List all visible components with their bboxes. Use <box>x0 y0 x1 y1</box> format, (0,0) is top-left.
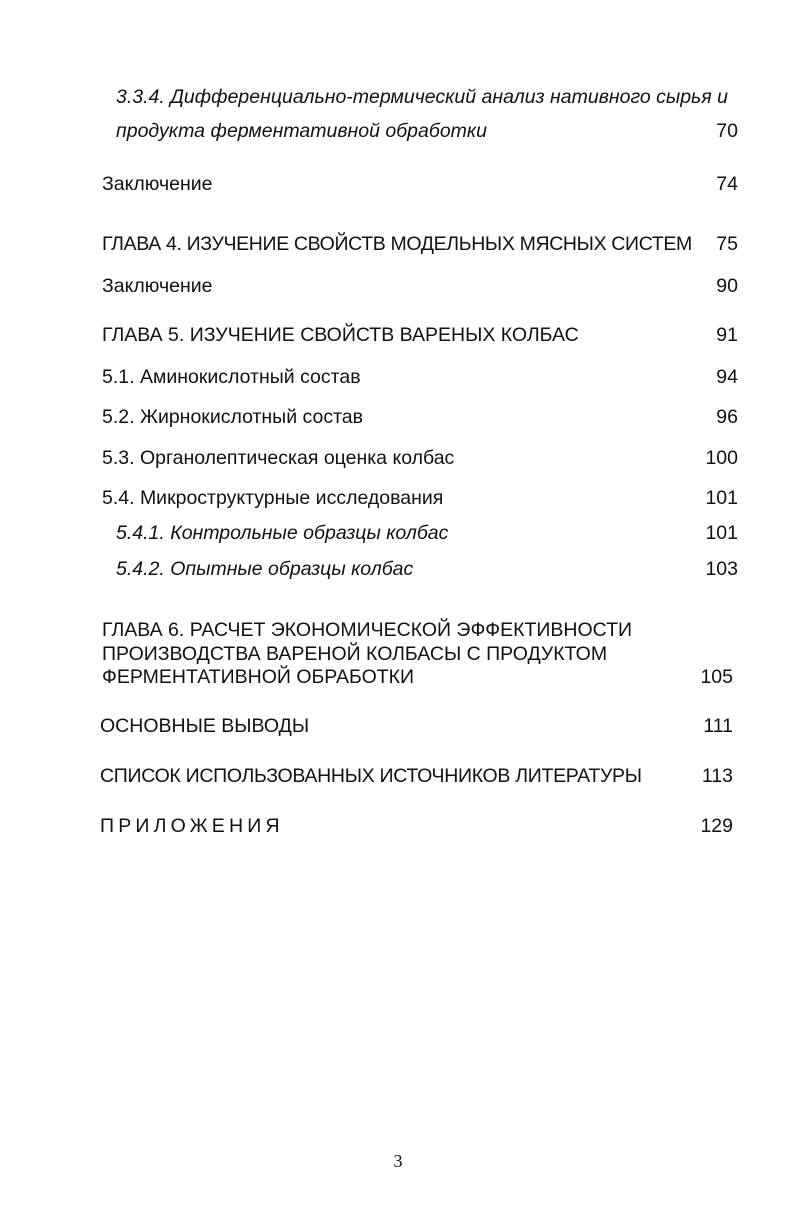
toc-entry-page: 101 <box>705 487 738 509</box>
toc-entry-title: СПИСОК ИСПОЛЬЗОВАННЫХ ИСТОЧНИКОВ ЛИТЕРАТУРЫ <box>100 765 642 787</box>
toc-entry-page: 103 <box>705 558 738 580</box>
toc-entry-page: 111 <box>703 715 733 737</box>
toc-entry-page: 96 <box>716 406 738 428</box>
page-number: 3 <box>393 1151 403 1171</box>
toc-entry-title: ГЛАВА 6. РАСЧЕТ ЭКОНОМИЧЕСКОЙ ЭФФЕКТИВНОСТИ <box>102 619 633 641</box>
toc-entry-title: Заключение <box>102 275 213 297</box>
toc-entry-page: 74 <box>716 173 738 195</box>
toc-entry-page: 70 <box>716 120 738 142</box>
toc-entry-title: ФЕРМЕНТАТИВНОЙ ОБРАБОТКИ <box>102 666 415 688</box>
toc-entry-page: 105 <box>700 666 733 688</box>
toc-entry-page: 94 <box>716 366 738 388</box>
toc-entry-page: 113 <box>701 765 733 787</box>
toc-entry-title: 5.3. Органолептическая оценка колбас <box>102 447 455 469</box>
toc-entry-title: 5.4.2. Опытные образцы колбас <box>116 558 414 580</box>
toc-entry-title: ПРОИЗВОДСТВА ВАРЕНОЙ КОЛБАСЫ С ПРОДУКТОМ <box>102 643 608 665</box>
toc-entry-page: 91 <box>716 324 738 346</box>
toc-entry-title: ГЛАВА 5. ИЗУЧЕНИЕ СВОЙСТВ ВАРЕНЫХ КОЛБАС <box>102 324 579 346</box>
toc-entry-page: 90 <box>716 275 738 297</box>
toc-entry-title: 3.3.4. Дифференциально-термический анализ нативного сырья и <box>116 86 728 108</box>
toc-entry-title: ПРИЛОЖЕНИЯ <box>100 815 284 837</box>
toc-entry-title: ГЛАВА 4. ИЗУЧЕНИЕ СВОЙСТВ МОДЕЛЬНЫХ МЯСНЫХ СИСТЕМ <box>102 233 692 255</box>
toc-entry-page: 75 <box>716 233 738 255</box>
toc-entry-title: Заключение <box>102 173 213 195</box>
toc-entry-page: 101 <box>705 522 738 544</box>
toc-entry-title: 5.4. Микроструктурные исследования <box>102 487 444 509</box>
toc-entry-title: 5.4.1. Контрольные образцы колбас <box>116 522 449 544</box>
toc-entry-title: 5.1. Аминокислотный состав <box>102 366 361 388</box>
toc-entry-page: 129 <box>700 815 733 837</box>
toc-entry-page: 100 <box>705 447 738 469</box>
toc-entry-title: ОСНОВНЫЕ ВЫВОДЫ <box>100 715 310 737</box>
toc-entry-title: 5.2. Жирнокислотный состав <box>102 406 363 428</box>
toc-entry-title: продукта ферментативной обработки <box>116 120 487 142</box>
